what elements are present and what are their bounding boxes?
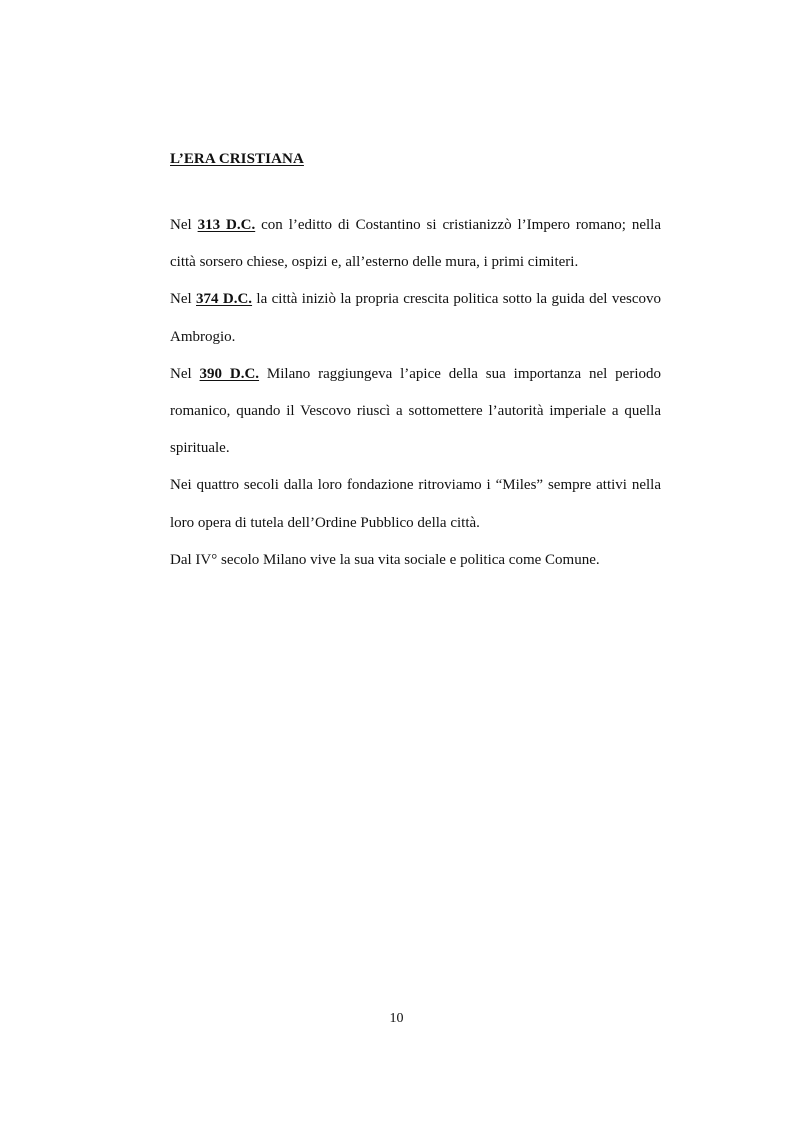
paragraph-text: Nel xyxy=(170,291,197,308)
date-390: 390 D.C. xyxy=(199,365,260,382)
paragraph-390 xyxy=(170,356,661,468)
paragraph-text: Nel xyxy=(170,365,200,382)
paragraph-miles: Nei quattro secoli dalla loro fondazione ritroviamo i “Miles” sempre attivi nella loro opera di tutela dell’Ordine Pubblico della città. xyxy=(170,477,661,531)
page-number: 10 xyxy=(389,1011,404,1026)
paragraph-text: con l’editto di Costantino si cristianizzò l’Impero romano; nella città sorsero chiese, ospizi e, all’esterno delle mura, i primi cimiteri. xyxy=(170,217,661,271)
paragraph-374 xyxy=(170,281,661,355)
paragraph-text: Nel xyxy=(170,217,198,233)
paragraph-313 xyxy=(170,207,661,281)
section-heading: L’ERA CRISTIANA xyxy=(170,151,304,167)
paragraph-text: Milano raggiungeva l’apice della sua importanza nel periodo romanico, quando il Vescovo riuscì a sottomettere l’autorità imperiale a quella spirituale. xyxy=(170,365,661,457)
date-374: 374 D.C. xyxy=(196,291,253,308)
body-text xyxy=(170,207,661,579)
date-313: 313 D.C. xyxy=(197,217,256,233)
paragraph-comune: Dal IV° secolo Milano vive la sua vita sociale e politica come Comune. xyxy=(170,551,600,568)
paragraph-text: la città iniziò la propria crescita politica sotto la guida del vescovo Ambrogio. xyxy=(170,291,661,345)
